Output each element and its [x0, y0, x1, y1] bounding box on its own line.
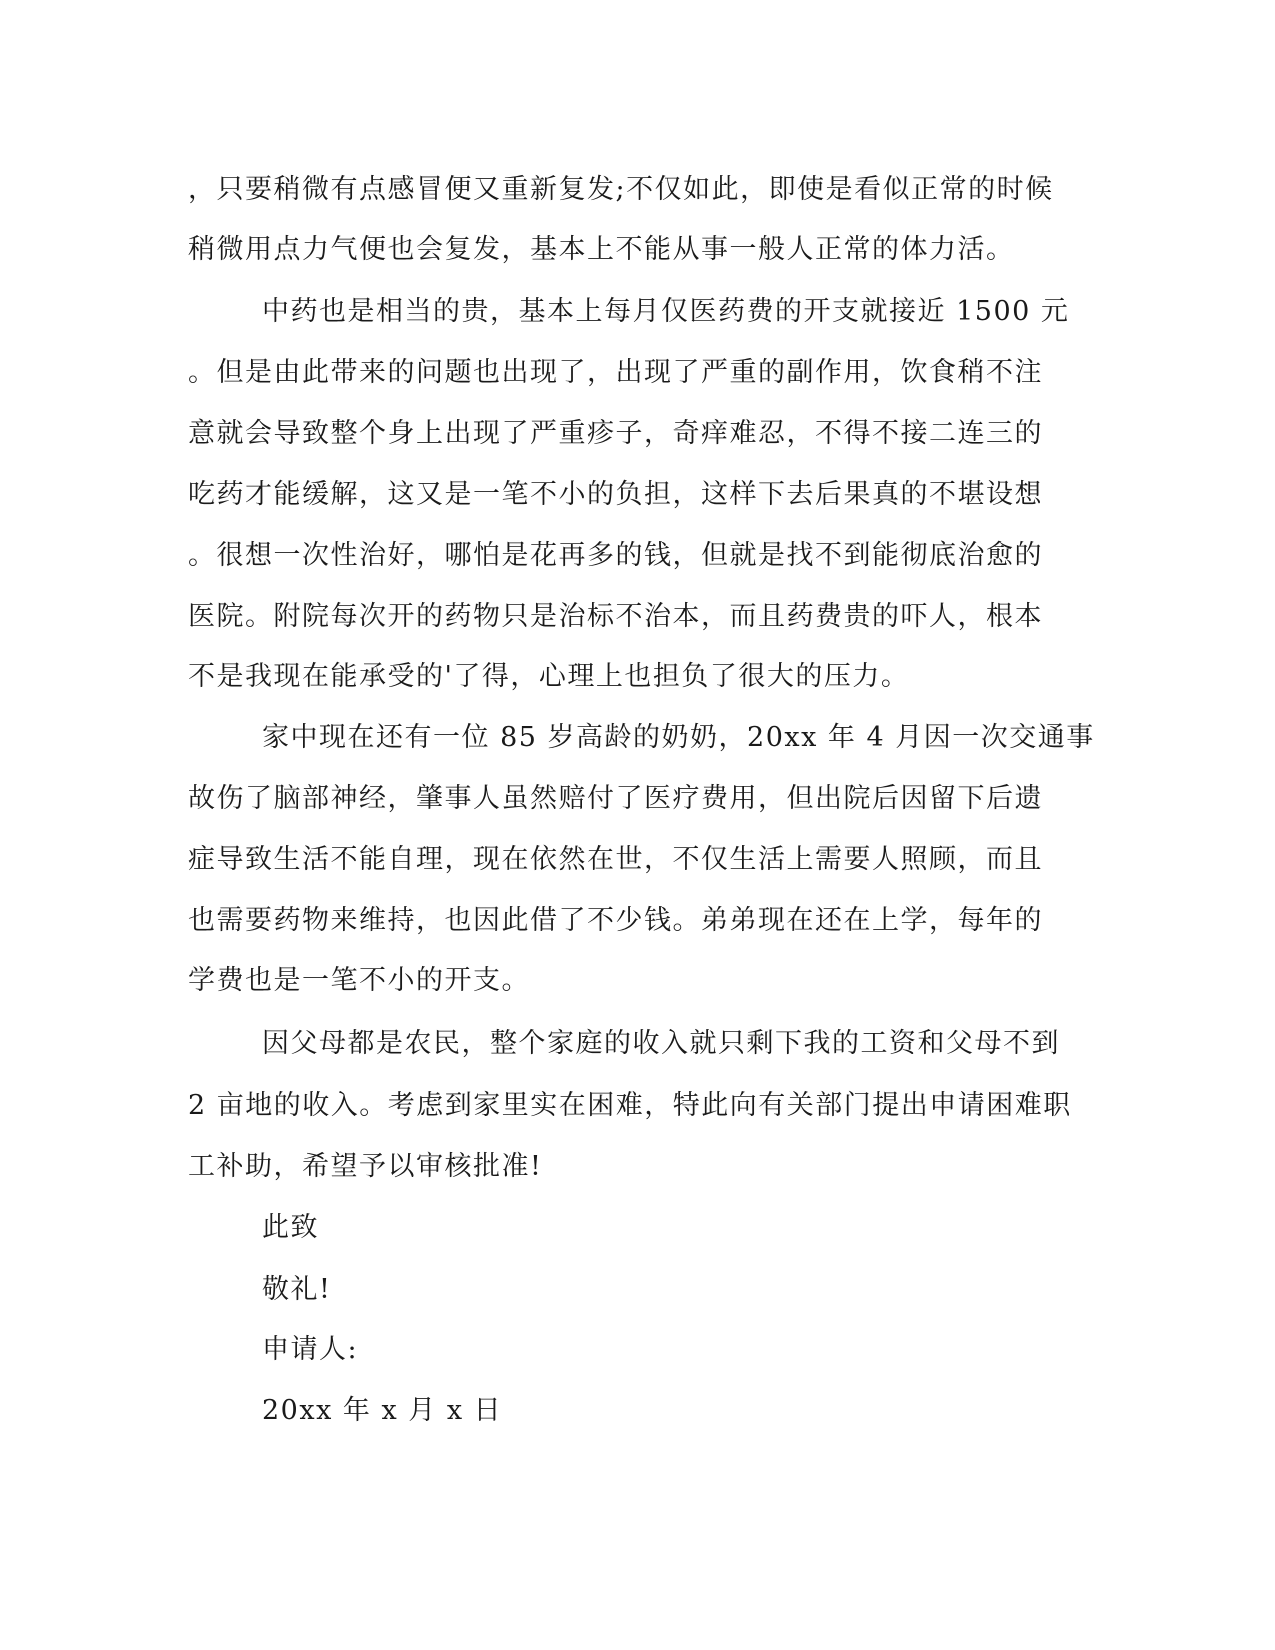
body-text-line: 2 亩地的收入。考虑到家里实在困难，特此向有关部门提出申请困难职: [188, 1090, 1072, 1121]
closing-regards: 敬礼!: [262, 1274, 332, 1305]
body-text-line: 不是我现在能承受的'了得，心理上也担负了很大的压力。: [188, 661, 910, 692]
body-text-line: 工补助，希望予以审核批准!: [188, 1151, 543, 1182]
body-text-line: 稍微用点力气便也会复发，基本上不能从事一般人正常的体力活。: [188, 234, 1015, 265]
body-text-line: 吃药才能缓解，这又是一笔不小的负担，这样下去后果真的不堪设想: [188, 479, 1043, 510]
paragraph-start-line: 家中现在还有一位 85 岁高龄的奶奶，20xx 年 4 月因一次交通事: [262, 722, 1095, 753]
paragraph-start-line: 因父母都是农民，整个家庭的收入就只剩下我的工资和父母不到: [262, 1028, 1060, 1059]
applicant-label: 申请人:: [262, 1334, 359, 1365]
body-text-line: 。很想一次性治好，哪怕是花再多的钱，但就是找不到能彻底治愈的: [188, 540, 1043, 571]
body-text-line: 学费也是一笔不小的开支。: [188, 965, 530, 996]
body-text-line: 意就会导致整个身上出现了严重疹子，奇痒难忍，不得不接二连三的: [188, 418, 1043, 449]
body-text-line: 。但是由此带来的问题也出现了，出现了严重的副作用，饮食稍不注: [188, 357, 1043, 388]
body-text-line: 也需要药物来维持，也因此借了不少钱。弟弟现在还在上学，每年的: [188, 905, 1043, 936]
date-line: 20xx 年 x 月 x 日: [262, 1395, 503, 1426]
body-text-line: ，只要稍微有点感冒便又重新复发;不仅如此，即使是看似正常的时候: [188, 174, 1054, 205]
body-text-line: 故伤了脑部神经，肇事人虽然赔付了医疗费用，但出院后因留下后遗: [188, 783, 1043, 814]
paragraph-start-line: 中药也是相当的贵，基本上每月仅医药费的开支就接近 1500 元: [262, 296, 1070, 327]
closing-salutation: 此致: [262, 1212, 319, 1243]
body-text-line: 医院。附院每次开的药物只是治标不治本，而且药费贵的吓人，根本: [188, 601, 1043, 632]
body-text-line: 症导致生活不能自理，现在依然在世，不仅生活上需要人照顾，而且: [188, 844, 1043, 875]
